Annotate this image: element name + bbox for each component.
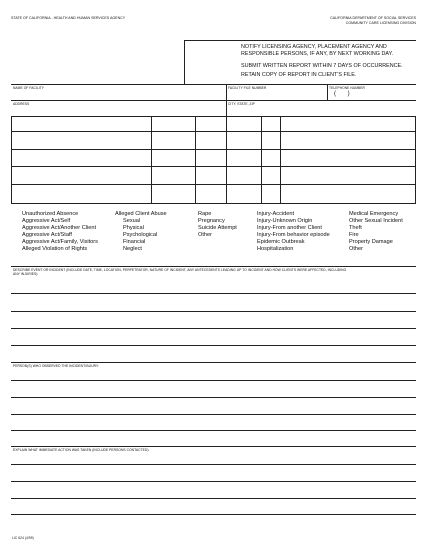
describe-section-top-line (11, 266, 416, 267)
category-injury-unknown-origin[interactable]: Injury-Unknown Origin (257, 218, 313, 225)
category-col-2 (115, 211, 167, 254)
action-taken-label: EXPLAIN WHAT IMMEDIATE ACTION WAS TAKEN (INCLUDE PERSONS CONTACTED): (13, 448, 150, 452)
telephone-number-label: TELEPHONE NUMBER (329, 86, 365, 90)
grid-row-line-4 (11, 184, 416, 185)
category-unauthorized-absence[interactable]: Unauthorized Absence (22, 211, 79, 217)
agency-left: STATE OF CALIFORNIA - HEALTH AND HUMAN SERVICES AGENCY (11, 16, 126, 20)
category-injury-accident[interactable]: Injury-Accident (257, 211, 294, 217)
describe-event-label-2: ANY INJURIES): (13, 272, 39, 276)
category-theft[interactable]: Theft (349, 225, 362, 232)
notice-line-3: SUBMIT WRITTEN REPORT WITHIN 7 DAYS OF OCCURRENCE. (241, 63, 403, 69)
grid-col-line-4 (261, 116, 262, 204)
category-financial[interactable]: Financial (123, 239, 146, 246)
client-grid (11, 116, 416, 204)
category-alleged-violation-of-rights[interactable]: Alleged Violation of Rights (22, 246, 88, 253)
category-other-sexual-incident[interactable]: Other Sexual Incident (349, 218, 403, 225)
category-injury-from-another-client[interactable]: Injury-From another Client (257, 225, 322, 232)
facility-row-top-line (11, 84, 416, 85)
notice-line-4: RETAIN COPY OF REPORT IN CLIENT'S FILE. (241, 71, 357, 78)
observed-section-top-line (11, 362, 416, 363)
grid-col-line-2 (195, 116, 196, 204)
observed-label: PERSON(S) WHO OBSERVED THE INCIDENT/INJURY: (13, 364, 100, 368)
grid-row-line-2 (11, 149, 416, 150)
category-neglect[interactable]: Neglect (123, 246, 142, 253)
category-rape[interactable]: Rape (198, 211, 212, 217)
category-physical[interactable]: Physical (123, 225, 144, 232)
category-col-1 (22, 211, 98, 254)
category-col-5 (349, 211, 403, 254)
category-injury-from-behavior-episode[interactable]: Injury-From behavior episode (257, 232, 330, 239)
address-row-top-line (11, 100, 416, 101)
phone-parens[interactable]: ( ) (334, 91, 350, 97)
category-other-2[interactable]: Other (349, 246, 363, 253)
category-aggressive-act-another-client[interactable]: Aggressive Act/Another Client (22, 225, 96, 232)
grid-col-line-5 (280, 116, 281, 204)
category-fire[interactable]: Fire (349, 232, 359, 239)
category-property-damage[interactable]: Property Damage (349, 239, 393, 246)
address-label: ADDRESS (13, 102, 30, 106)
describe-event-label: DESCRIBE EVENT OR INCIDENT (INCLUDE DATE, TIME, LOCATION, PERPETRATOR, NATURE OF INCIDENT, ANY ANTECEDENTS LEADING UP TO INCIDENT AND HOW CLIENTS WERE AFFECTED, INCLUDING (13, 268, 347, 272)
facility-name-label: NAME OF FACILITY (13, 86, 45, 90)
category-psychological[interactable]: Psychological (123, 232, 158, 239)
facility-divider-2 (327, 84, 328, 100)
category-aggressive-act-family-visitors[interactable]: Aggressive Act/Family, Visitors (22, 239, 98, 246)
category-sexual[interactable]: Sexual (123, 218, 141, 225)
category-suicide-attempt[interactable]: Suicide Attempt (198, 225, 237, 232)
city-state-zip-label: CITY, STATE, ZIP (228, 102, 255, 106)
grid-col-line-3 (226, 116, 227, 204)
category-col-4 (257, 211, 330, 254)
agency-right-1: CALIFORNIA DEPARTMENT OF SOCIAL SERVICES (330, 16, 416, 20)
notice-line-2: RESPONSIBLE PERSONS, IF ANY, BY NEXT WORKING DAY. (241, 50, 393, 57)
grid-row-line-3 (11, 166, 416, 167)
category-epidemic-outbreak[interactable]: Epidemic Outbreak (257, 239, 305, 246)
category-col-3 (198, 211, 237, 239)
action-section-top-line (11, 446, 416, 447)
category-other-1[interactable]: Other (198, 232, 212, 239)
category-aggressive-act-self[interactable]: Aggressive Act/Self (22, 218, 71, 225)
notice-line-1: NOTIFY LICENSING AGENCY, PLACEMENT AGENCY AND (241, 44, 387, 50)
agency-right-2: COMMUNITY CARE LICENSING DIVISION (345, 20, 416, 25)
category-hospitalization[interactable]: Hospitalization (257, 246, 294, 253)
category-alleged-client-abuse[interactable]: Alleged Client Abuse (115, 211, 167, 217)
form-number: LIC 624 (4/99) (12, 536, 34, 540)
category-pregnancy[interactable]: Pregnancy (198, 218, 225, 225)
grid-col-line-1 (151, 116, 152, 204)
category-aggressive-act-staff[interactable]: Aggressive Act/Staff (22, 232, 72, 239)
facility-file-number-label: FACILITY FILE NUMBER (228, 86, 267, 90)
grid-row-line-1 (11, 131, 416, 132)
category-medical-emergency[interactable]: Medical Emergency (349, 211, 399, 217)
